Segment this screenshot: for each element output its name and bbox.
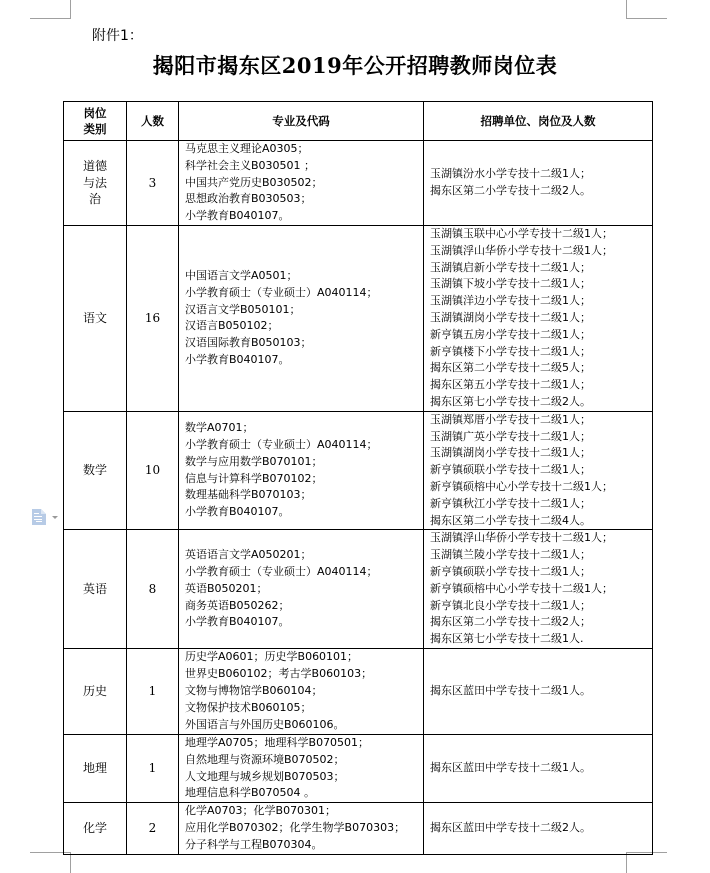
unit-item: 揭东区第七小学专技十二级1人. xyxy=(430,632,584,646)
table-row xyxy=(64,141,653,226)
page-corner-mark-bottom-left xyxy=(30,852,71,873)
cell-category: 道德与法治 xyxy=(64,141,127,226)
unit-item: 揭东区蓝田中学专技十二级1人。 xyxy=(430,761,591,775)
major-item: 思想政治教育B030503； xyxy=(185,192,312,206)
major-item: 小学教育B040107。 xyxy=(185,209,290,223)
major-item: 小学教育B040107。 xyxy=(185,505,290,519)
recruitment-table xyxy=(63,101,653,855)
cell-majors xyxy=(179,226,424,412)
major-item: 商务英语B050262； xyxy=(185,598,290,612)
page-corner-mark-bottom-right xyxy=(626,852,667,873)
cell-majors xyxy=(179,530,424,649)
cell-majors xyxy=(179,648,424,734)
table-row xyxy=(64,648,653,734)
cell-count: 3 xyxy=(127,141,179,226)
cell-category: 地理 xyxy=(64,734,127,802)
document-layout-icon[interactable] xyxy=(32,509,46,525)
cell-category: 语文 xyxy=(64,226,127,412)
major-item: 中国共产党历史B030502； xyxy=(185,175,323,189)
unit-item: 玉湖镇兰陵小学专技十二级1人； xyxy=(430,548,591,562)
unit-item: 新亨镇北良小学专技十二级1人； xyxy=(430,598,591,612)
cell-units xyxy=(424,803,653,854)
unit-item: 揭东区蓝田中学专技十二级2人。 xyxy=(430,820,591,834)
cell-count: 16 xyxy=(127,226,179,412)
major-item: 小学教育硕士（专业硕士）A040114； xyxy=(185,437,378,451)
cell-majors xyxy=(179,141,424,226)
cell-count: 1 xyxy=(127,648,179,734)
major-item: 科学社会主义B030501 ； xyxy=(185,158,316,172)
unit-item: 玉湖镇浮山华侨小学专技十二级1人； xyxy=(430,531,613,545)
cell-category: 数学 xyxy=(64,411,127,530)
page-corner-mark-top-right xyxy=(626,0,667,19)
unit-item: 新亨镇楼下小学专技十二级1人； xyxy=(430,344,591,358)
major-item: 小学教育B040107。 xyxy=(185,615,290,629)
cell-units xyxy=(424,648,653,734)
major-item: 小学教育硕士（专业硕士）A040114； xyxy=(185,285,378,299)
major-item: 人文地理与城乡规划B070503； xyxy=(185,769,345,783)
table-header-row xyxy=(64,102,653,141)
unit-item: 玉湖镇湖岗小学专技十二级1人； xyxy=(430,446,591,460)
cell-category: 历史 xyxy=(64,648,127,734)
major-item: 文物保护技术B060105； xyxy=(185,700,312,714)
cell-units xyxy=(424,141,653,226)
dropdown-arrow-icon[interactable] xyxy=(52,516,58,519)
unit-item: 揭东区蓝田中学专技十二级1人。 xyxy=(430,684,591,698)
cell-category: 英语 xyxy=(64,530,127,649)
unit-item: 玉湖镇湖岗小学专技十二级1人； xyxy=(430,310,591,324)
table-row xyxy=(64,803,653,854)
major-item: 文物与博物馆学B060104； xyxy=(185,684,323,698)
unit-item: 新亨镇硕联小学专技十二级1人； xyxy=(430,564,591,578)
major-item: 外国语言与外国历史B060106。 xyxy=(185,717,345,731)
major-item: 历史学A0601；历史学B060101； xyxy=(185,650,359,664)
major-item: 化学A0703；化学B070301； xyxy=(185,804,337,818)
cell-count: 2 xyxy=(127,803,179,854)
unit-item: 玉湖镇广英小学专技十二级1人； xyxy=(430,429,591,443)
major-item: 数理基础科学B070103； xyxy=(185,488,312,502)
unit-item: 揭东区第七小学专技十二级2人。 xyxy=(430,394,591,408)
cell-majors xyxy=(179,411,424,530)
major-item: 自然地理与资源环境B070502； xyxy=(185,752,345,766)
unit-item: 玉湖镇下坡小学专技十二级1人； xyxy=(430,277,591,291)
major-item: 汉语国际教育B050103； xyxy=(185,336,312,350)
unit-item: 揭东区第二小学专技十二级2人； xyxy=(430,615,591,629)
major-item: 英语B050201； xyxy=(185,581,268,595)
cell-majors xyxy=(179,803,424,854)
cell-units xyxy=(424,734,653,802)
table-row xyxy=(64,226,653,412)
header-count: 人数 xyxy=(127,102,179,141)
unit-item: 玉湖镇汾水小学专技十二级1人； xyxy=(430,167,591,181)
major-item: 数学与应用数学B070101； xyxy=(185,454,323,468)
unit-item: 新亨镇秋江小学专技十二级1人； xyxy=(430,496,591,510)
page-corner-mark-top-left xyxy=(30,0,71,19)
cell-category: 化学 xyxy=(64,803,127,854)
header-majors: 专业及代码 xyxy=(179,102,424,141)
table-row xyxy=(64,411,653,530)
header-category: 岗位类别 xyxy=(64,102,127,141)
major-item: 地理信息科学B070504 。 xyxy=(185,786,316,800)
table-row xyxy=(64,734,653,802)
major-item: 分子科学与工程B070304。 xyxy=(185,837,323,851)
major-item: 汉语言文学B050101； xyxy=(185,302,301,316)
unit-item: 新亨镇硕榕中心小学专技十二级1人； xyxy=(430,581,613,595)
major-item: 信息与计算科学B070102； xyxy=(185,471,323,485)
major-item: 小学教育B040107。 xyxy=(185,352,290,366)
unit-item: 玉湖镇启新小学专技十二级1人； xyxy=(430,260,591,274)
cell-units xyxy=(424,226,653,412)
cell-count: 10 xyxy=(127,411,179,530)
cell-units xyxy=(424,530,653,649)
major-item: 英语语言文学A050201； xyxy=(185,548,312,562)
unit-item: 新亨镇硕榕中心小学专技十二级1人； xyxy=(430,479,613,493)
cell-units xyxy=(424,411,653,530)
unit-item: 玉湖镇洋边小学专技十二级1人； xyxy=(430,294,591,308)
unit-item: 新亨镇硕联小学专技十二级1人； xyxy=(430,463,591,477)
unit-item: 揭东区第二小学专技十二级4人。 xyxy=(430,513,591,527)
major-item: 中国语言文学A0501； xyxy=(185,268,298,282)
major-item: 地理学A0705；地理科学B070501； xyxy=(185,735,370,749)
major-item: 汉语言B050102； xyxy=(185,319,279,333)
table-row xyxy=(64,530,653,649)
major-item: 数学A0701； xyxy=(185,421,254,435)
unit-item: 揭东区第二小学专技十二级2人。 xyxy=(430,184,591,197)
unit-item: 揭东区第五小学专技十二级1人； xyxy=(430,378,591,392)
attachment-label: 附件1： xyxy=(92,28,143,44)
unit-item: 玉湖镇郑厝小学专技十二级1人； xyxy=(430,412,591,426)
unit-item: 揭东区第二小学专技十二级5人； xyxy=(430,361,591,375)
major-item: 应用化学B070302；化学生物学B070303； xyxy=(185,820,406,834)
major-item: 小学教育硕士（专业硕士）A040114； xyxy=(185,564,378,578)
document-title: 揭阳市揭东区2019年公开招聘教师岗位表 xyxy=(152,53,558,78)
major-item: 马克思主义理论A0305； xyxy=(185,142,309,155)
unit-item: 新亨镇五房小学专技十二级1人； xyxy=(430,327,591,341)
cell-count: 8 xyxy=(127,530,179,649)
cell-count: 1 xyxy=(127,734,179,802)
major-item: 世界史B060102；考古学B060103； xyxy=(185,667,373,681)
cell-majors xyxy=(179,734,424,802)
unit-item: 玉湖镇玉联中心小学专技十二级1人； xyxy=(430,227,613,240)
unit-item: 玉湖镇浮山华侨小学专技十二级1人； xyxy=(430,243,613,257)
header-units: 招聘单位、岗位及人数 xyxy=(424,102,653,141)
